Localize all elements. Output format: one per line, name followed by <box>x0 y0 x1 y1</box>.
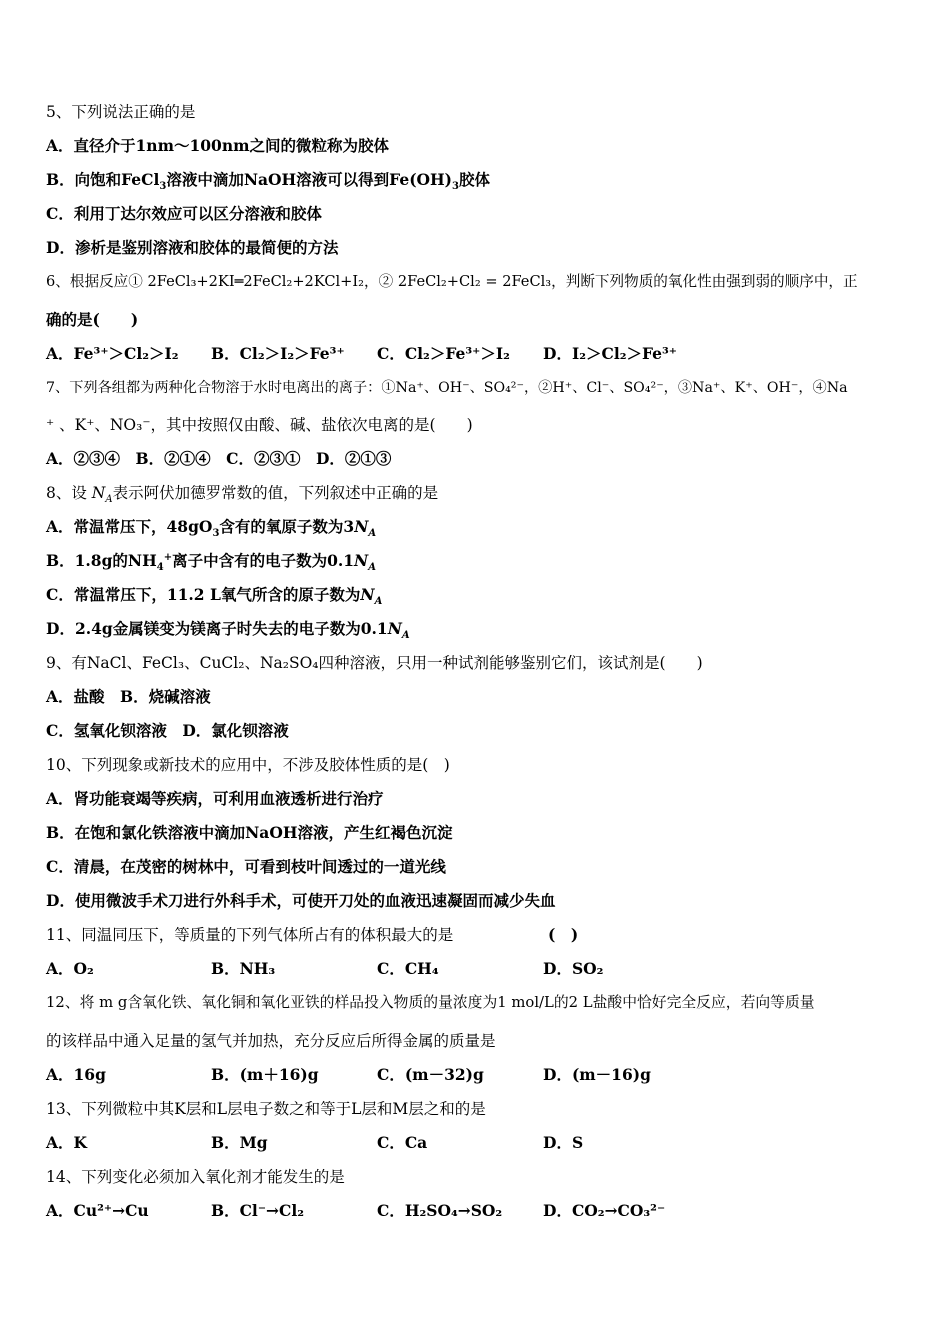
q13-option-c: C．Ca <box>377 1133 428 1152</box>
q12-option-c: C．(m－32)g <box>377 1065 484 1084</box>
q13-option-b: B．Mg <box>211 1133 268 1152</box>
q5-option-a: A．直径介于1nm～100nm之间的微粒称为胶体 <box>46 136 390 155</box>
q5-b-pre: B．向饱和FeCl <box>46 170 160 189</box>
q8-stem-a: A <box>105 494 113 506</box>
q5-b-post: 胶体 <box>459 170 491 189</box>
q11-stem: 11、同温同压下，等质量的下列气体所占有的体积最大的是 <box>46 926 454 944</box>
q13-option-a: A．K <box>46 1133 87 1152</box>
q14-option-b: B．Cl⁻→Cl₂ <box>211 1201 305 1220</box>
q5-b-mid: 溶液中滴加NaOH溶液可以得到Fe(OH) <box>166 170 453 189</box>
q11-option-d: D．SO₂ <box>543 959 604 978</box>
q12-stem-line1: 12、将 m g含氧化铁、氧化铜和氧化亚铁的样品投入物质的量浓度为1 mol/L的2 L盐酸中恰好完全反应，若向等质量 <box>46 994 815 1011</box>
q11-paren: ( ) <box>548 925 579 944</box>
q11-option-b: B．NH₃ <box>211 959 276 978</box>
q8-stem-post: 表示阿伏加德罗常数的值，下列叙述中正确的是 <box>112 484 439 502</box>
q6-option-b: B．Cl₂＞I₂＞Fe³⁺ <box>211 344 345 363</box>
q13-option-d: D．S <box>543 1133 584 1152</box>
q14-stem: 14、下列变化必须加入氧化剂才能发生的是 <box>46 1168 345 1186</box>
q9-options-cd: C．氢氧化钡溶液 D．氯化钡溶液 <box>46 721 289 740</box>
q14-option-c: C．H₂SO₄→SO₂ <box>377 1201 503 1220</box>
q5-b-sub2: 3 <box>452 181 459 193</box>
q6-stem-line2: 确的是( ) <box>46 310 139 329</box>
q12-option-a: A．16g <box>46 1065 106 1084</box>
q6-stem-line1: 6、根据反应① 2FeCl₃+2KI═2FeCl₂+2KCl+I₂，② 2FeCl₂+Cl₂ = 2FeCl₃，判断下列物质的氧化性由强到弱的顺序中，正 <box>46 273 858 290</box>
q5-option-d: D．渗析是鉴别溶液和胶体的最简便的方法 <box>46 238 339 257</box>
q8-option-b: B．1.8g的$NH_4^+$离子中含有的电子数为$0.1N_A$ <box>46 551 376 574</box>
q9-options-ab: A．盐酸 B．烧碱溶液 <box>46 687 211 706</box>
q10-stem: 10、下列现象或新技术的应用中，不涉及胶体性质的是( ) <box>46 756 450 774</box>
q10-option-d: D．使用微波手术刀进行外科手术，可使开刀处的血液迅速凝固而减少失血 <box>46 891 556 910</box>
q13-stem: 13、下列微粒中其K层和L层电子数之和等于L层和M层之和的是 <box>46 1100 486 1118</box>
q7-stem-line1: 7、下列各组都为两种化合物溶于水时电离出的离子：①Na⁺、OH⁻、SO₄²⁻，②H⁺、Cl⁻、SO₄²⁻，③Na⁺、K⁺、OH⁻，④Na <box>46 380 848 396</box>
q5-option-c: C．利用丁达尔效应可以区分溶液和胶体 <box>46 204 322 223</box>
q7-options: A．②③④ B．②①④ C．②③① D．②①③ <box>46 449 392 468</box>
q12-option-b: B．(m＋16)g <box>211 1065 319 1084</box>
q8-stem-n: N <box>91 484 106 502</box>
q8-stem-pre: 8、设 <box>46 484 92 502</box>
q6-option-c: C．Cl₂＞Fe³⁺＞I₂ <box>377 344 510 363</box>
q12-stem-line2: 的该样品中通入足量的氢气并加热，充分反应后所得金属的质量是 <box>46 1032 496 1050</box>
q8-option-c: C．常温常压下，11.2 L氧气所含的原子数为$N_A$ <box>46 585 383 608</box>
q9-stem: 9、有NaCl、FeCl₃、CuCl₂、Na₂SO₄四种溶液，只用一种试剂能够鉴别它们，该试剂是( ) <box>46 654 703 672</box>
q8-option-d: D．2.4g金属镁变为镁离子时失去的电子数为$0.1N_A$ <box>46 619 410 642</box>
q11-option-c: C．CH₄ <box>377 959 439 978</box>
q14-option-a: A．Cu²⁺→Cu <box>46 1201 149 1220</box>
q6-option-d: D．I₂＞Cl₂＞Fe³⁺ <box>543 344 677 363</box>
q8-stem <box>46 482 910 504</box>
q10-option-c: C．清晨，在茂密的树林中，可看到枝叶间透过的一道光线 <box>46 857 446 876</box>
q5-stem: 5、下列说法正确的是 <box>46 103 196 121</box>
q6-option-a: A．Fe³⁺＞Cl₂＞I₂ <box>46 344 179 363</box>
q7-stem-line2: ⁺ 、K⁺、NO₃⁻，其中按照仅由酸、碱、盐依次电离的是( ) <box>46 416 473 434</box>
q5-b-sub1: 3 <box>159 181 167 193</box>
q14-option-d: D．CO₂→CO₃²⁻ <box>543 1201 666 1220</box>
q8-option-a: A．常温常压下，$48gO_3$含有的氧原子数为$3N_A$ <box>46 517 377 540</box>
q10-option-b: B．在饱和氯化铁溶液中滴加NaOH溶液，产生红褐色沉淀 <box>46 823 453 842</box>
q12-option-d: D．(m－16)g <box>543 1065 651 1084</box>
q5-option-b <box>46 169 910 191</box>
q11-option-a: A．O₂ <box>46 959 94 978</box>
q10-option-a: A．肾功能衰竭等疾病，可利用血液透析进行治疗 <box>46 789 384 808</box>
